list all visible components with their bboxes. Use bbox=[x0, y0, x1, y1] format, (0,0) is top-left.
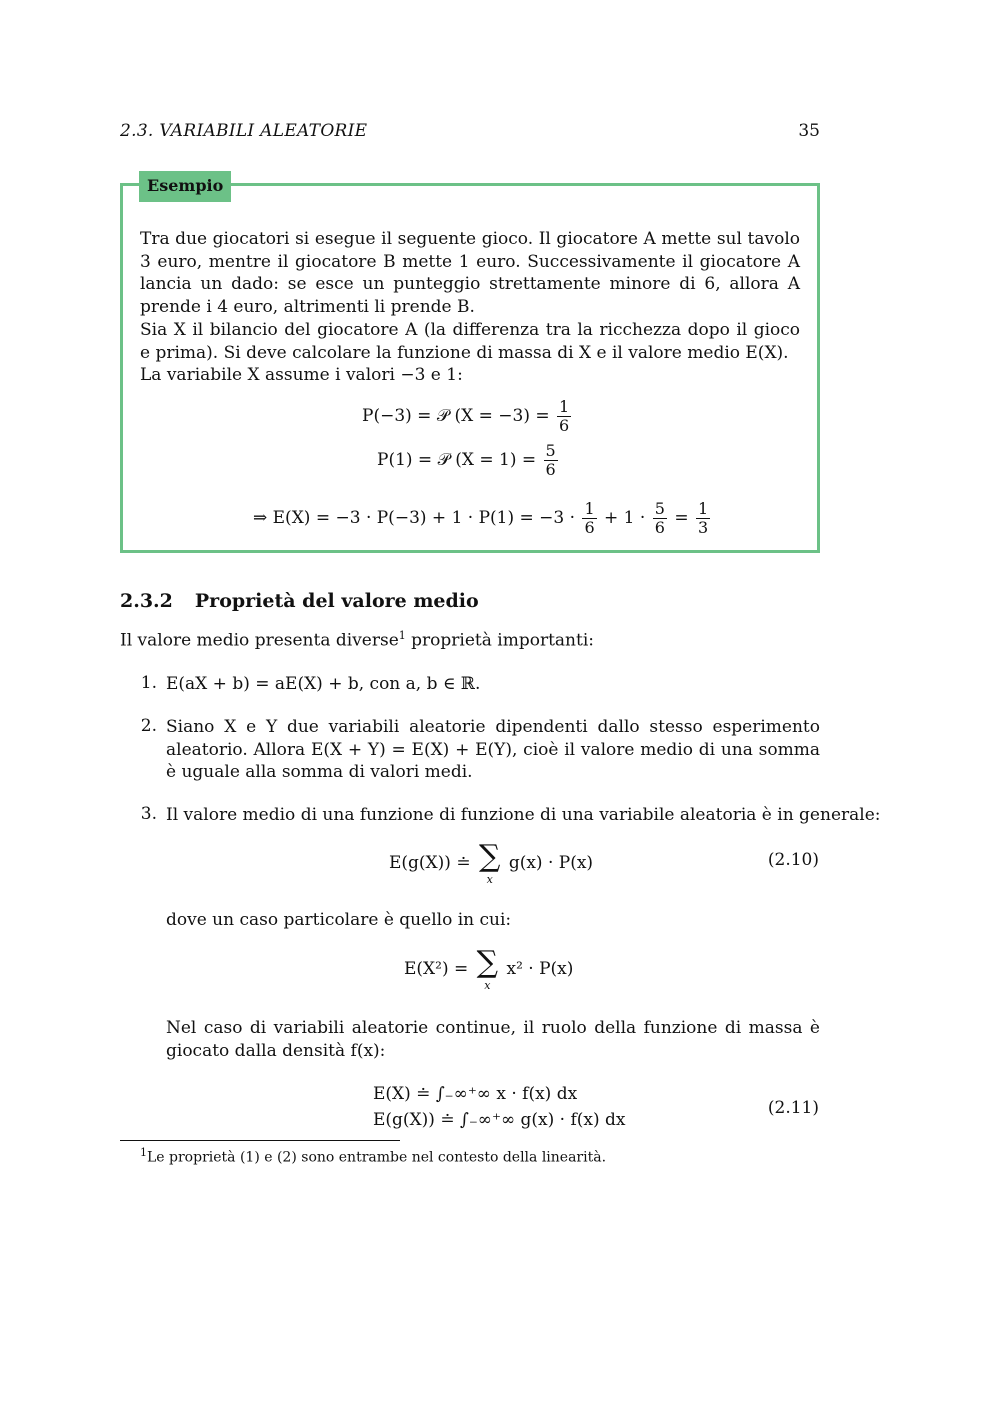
footnote-marker: 1 bbox=[140, 1146, 147, 1159]
section-title: Proprietà del valore medio bbox=[194, 590, 479, 612]
summation bbox=[476, 945, 499, 992]
fraction-num: 1 bbox=[584, 499, 595, 518]
sigma-symbol: ∑ bbox=[478, 839, 501, 874]
fraction-den: 6 bbox=[559, 416, 570, 435]
equation-part: + 1 · bbox=[604, 508, 646, 528]
continuous-paragraph: Nel caso di variabili aleatorie continue, il ruolo della funzione di massa è giocato dalla densità f(x): bbox=[166, 1018, 820, 1061]
fraction-five-sixths bbox=[544, 442, 558, 479]
list-number: 3. bbox=[140, 804, 157, 824]
example-tag: Esempio bbox=[139, 171, 231, 202]
equation-p-minus3 bbox=[362, 398, 573, 435]
fraction-one-third bbox=[696, 500, 710, 537]
footnote-text: Le proprietà (1) e (2) sono entrambe nel contesto della linearità. bbox=[147, 1149, 607, 1166]
equation-2-10 bbox=[389, 839, 594, 886]
example-text-1: Tra due giocatori si esegue il seguente gioco. Il giocatore A mette sul tavolo 3 euro, mentre il giocatore B mette 1 euro. Successivamente il giocatore A lancia un dado: se esce un punteggio strettamente minore di 6, allora A prende i 4 euro, altrimenti li prende B. bbox=[140, 229, 800, 317]
example-text-2: Sia X il bilancio del giocatore A (la differenza tra la ricchezza dopo il gioco e prima). Si deve calcolare la funzione di massa di X e il valore medio E(X). bbox=[140, 320, 800, 363]
fraction-den: 6 bbox=[654, 518, 665, 537]
page-number: 35 bbox=[798, 121, 820, 141]
intro-text: Il valore medio presenta diverse bbox=[120, 630, 399, 651]
footnote-rule bbox=[120, 1140, 400, 1141]
footnote-marker: 1 bbox=[398, 629, 406, 642]
equation-lhs: E(g(X)) ≐ bbox=[389, 853, 471, 873]
section-number: 2.3.2 bbox=[120, 590, 173, 612]
summation bbox=[478, 839, 501, 886]
equation-2-11-line2: E(g(X)) ≐ ∫₋∞⁺∞ g(x) · f(x) dx bbox=[373, 1110, 626, 1130]
fraction-num: 5 bbox=[654, 499, 665, 518]
intro-text: proprietà importanti: bbox=[405, 630, 595, 651]
summation-index: x bbox=[486, 873, 493, 886]
fraction-one-sixth bbox=[557, 398, 571, 435]
equation-number: (2.11) bbox=[767, 1098, 819, 1118]
equation-expected-value bbox=[253, 500, 712, 537]
example-text-3: La variabile X assume i valori −3 e 1: bbox=[140, 365, 463, 385]
fraction-den: 6 bbox=[545, 460, 556, 479]
equation-rhs: g(x) · P(x) bbox=[508, 853, 594, 873]
fraction-num: 5 bbox=[545, 441, 556, 460]
fraction-five-sixths bbox=[653, 500, 667, 537]
footnote bbox=[140, 1146, 606, 1166]
fraction-den: 6 bbox=[584, 518, 595, 537]
summation-index: x bbox=[484, 979, 491, 992]
equation-part: ⇒ E(X) = −3 · P(−3) + 1 · P(1) = −3 · bbox=[253, 508, 576, 528]
section-heading bbox=[120, 590, 479, 612]
fraction-den: 3 bbox=[697, 518, 709, 537]
equation-lhs: E(X²) = bbox=[404, 959, 469, 979]
equation-p-1 bbox=[377, 442, 560, 479]
list-item: E(aX + b) = aE(X) + b, con a, b ∈ ℝ. bbox=[166, 674, 481, 694]
dove-text: dove un caso particolare è quello in cui: bbox=[166, 910, 512, 930]
fraction-one-sixth bbox=[582, 500, 596, 537]
equation-2-11-line1: E(X) ≐ ∫₋∞⁺∞ x · f(x) dx bbox=[373, 1084, 578, 1104]
equation-part: = bbox=[674, 508, 689, 528]
running-header: 2.3. VARIABILI ALEATORIE bbox=[120, 121, 368, 141]
sigma-symbol: ∑ bbox=[476, 945, 499, 980]
list-item: Siano X e Y due variabili aleatorie dipendenti dallo stesso esperimento aleatorio. Allora E(X + Y) = E(X) + E(Y), cioè il valore medio di una somma è uguale alla somma di valori medi. bbox=[166, 717, 820, 783]
list-item: Il valore medio di una funzione di funzione di una variabile aleatoria è in generale: bbox=[166, 805, 881, 825]
equation-lhs: P(−3) = 𝒫 (X = −3) = bbox=[362, 406, 550, 426]
equation-lhs: P(1) = 𝒫 (X = 1) = bbox=[377, 450, 537, 470]
list-number: 1. bbox=[140, 673, 157, 693]
equation-second-moment bbox=[404, 945, 574, 992]
intro-paragraph bbox=[120, 629, 594, 651]
equation-number: (2.10) bbox=[767, 850, 819, 870]
equation-rhs: x² · P(x) bbox=[506, 959, 574, 979]
fraction-num: 1 bbox=[697, 499, 709, 518]
fraction-num: 1 bbox=[559, 397, 570, 416]
list-number: 2. bbox=[140, 716, 157, 736]
